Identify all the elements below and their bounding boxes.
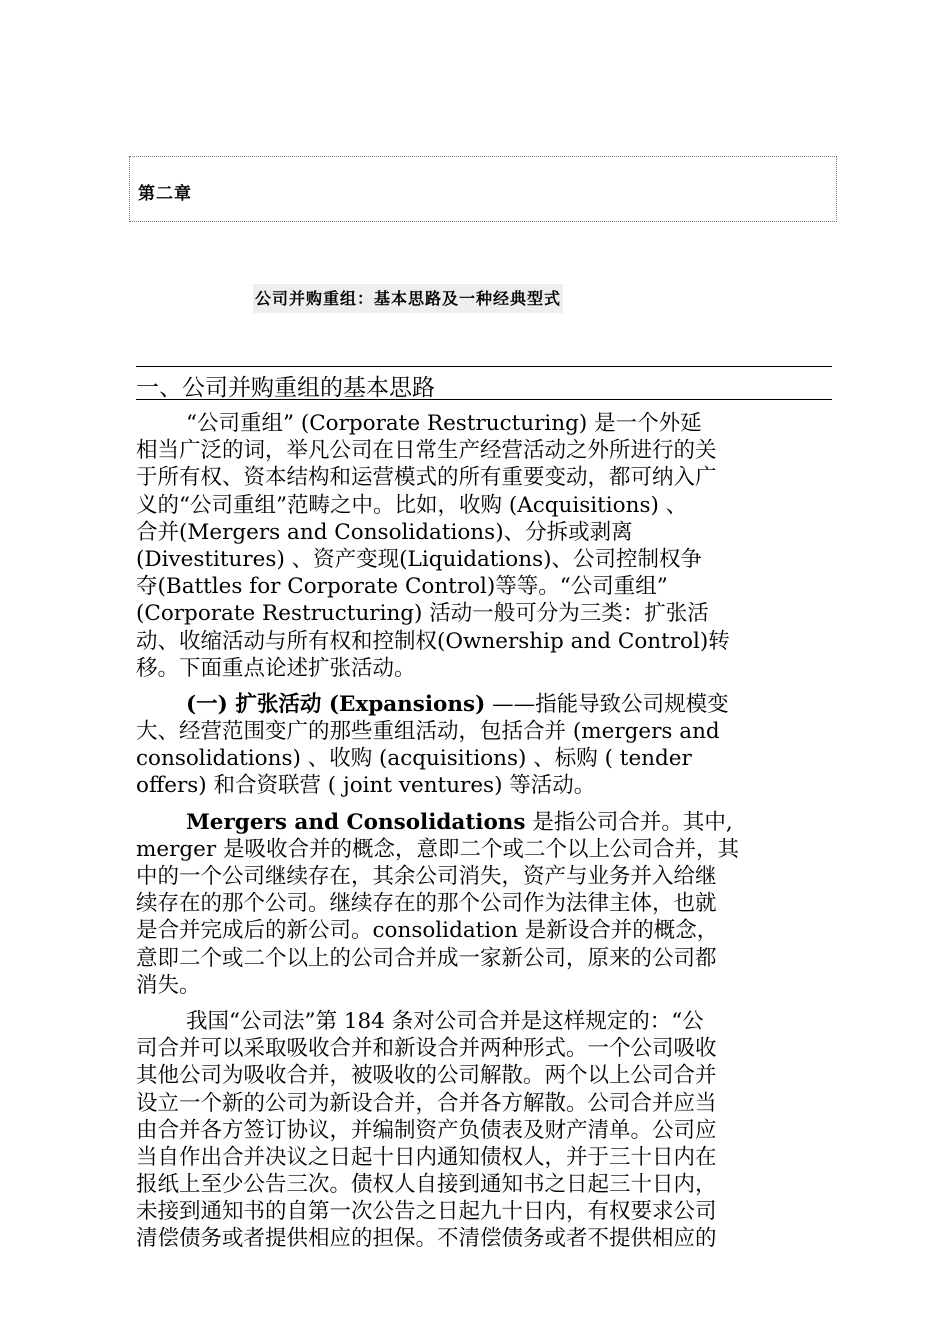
- paragraph-4: [136, 1008, 836, 1253]
- text-line: 相当广泛的词，举凡公司在日常生产经营活动之外所进行的关: [136, 438, 717, 464]
- text-line: merger 是吸收合并的概念，意即二个或二个以上公司合并，其: [136, 836, 739, 862]
- section-heading: 一、公司并购重组的基本思路: [136, 375, 435, 401]
- text-line: consolidations) 、收购 (acquisitions) 、标购 ( tender: [136, 746, 692, 772]
- text-run: ——指能导致公司规模变: [485, 691, 729, 717]
- text-line: 是合并完成后的新公司。consolidation 是新设合并的概念，: [136, 918, 719, 944]
- text-line: 合并(Mergers and Consolidations)、分拆或剥离: [136, 519, 633, 545]
- text-line: 司合并可以采取吸收合并和新设合并两种形式。一个公司吸收: [136, 1036, 717, 1062]
- body-text: [136, 410, 836, 1253]
- text-line: 由合并各方签订协议，并编制资产负债表及财产清单。公司应: [136, 1117, 717, 1143]
- text-line: (Corporate Restructuring) 活动一般可分为三类：扩张活: [136, 601, 709, 627]
- paragraph-1: [136, 410, 836, 682]
- chapter-title: 第二章: [138, 184, 192, 204]
- term-mergers: Mergers and Consolidations: [186, 809, 526, 835]
- text-line: 设立一个新的公司为新设合并，合并各方解散。公司合并应当: [136, 1090, 717, 1116]
- text-line: 我国“公司法”第 184 条对公司合并是这样规定的：“公: [186, 1008, 704, 1034]
- text-line: 其他公司为吸收合并，被吸收的公司解散。两个以上公司合并: [136, 1063, 717, 1089]
- text-line: 未接到通知书的自第一次公告之日起九十日内，有权要求公司: [136, 1199, 717, 1225]
- section-heading-bar: [136, 366, 832, 400]
- text-line: 清偿债务或者提供相应的担保。不清偿债务或者不提供相应的: [136, 1226, 717, 1252]
- text-line: 夺(Battles for Corporate Control)等等。“公司重组”: [136, 574, 668, 600]
- text-run: 是指公司合并。其中,: [525, 809, 733, 835]
- text-line: 动、收缩活动与所有权和控制权(Ownership and Control)转: [136, 628, 730, 654]
- text-line: 当自作出合并决议之日起十日内通知债权人，并于三十日内在: [136, 1144, 717, 1170]
- text-line: 于所有权、资本结构和运营模式的所有重要变动，都可纳入广: [136, 465, 717, 491]
- text-line: 移。下面重点论述扩张活动。: [136, 655, 416, 681]
- text-line: 续存在的那个公司。继续存在的那个公司作为法律主体，也就: [136, 891, 717, 917]
- subheading-expansions: (一) 扩张活动 (Expansions): [186, 691, 486, 717]
- text-line: [136, 809, 836, 836]
- text-line: (Divestitures) 、资产变现(Liquidations)、公司控制权争: [136, 546, 703, 572]
- paragraph-2: [136, 691, 836, 800]
- text-line: 报纸上至少公告三次。债权人自接到通知书之日起三十日内，: [136, 1172, 717, 1198]
- text-line: 中的一个公司继续存在，其余公司消失，资产与业务并入给继: [136, 864, 717, 889]
- text-line: “公司重组” (Corporate Restructuring) 是一个外延: [186, 411, 702, 436]
- text-line: 义的“公司重组”范畴之中。比如，收购 (Acquisitions) 、: [136, 492, 688, 518]
- text-line: 大、经营范围变广的那些重组活动，包括合并 (mergers and: [136, 719, 720, 745]
- chapter-subtitle: 公司并购重组：基本思路及一种经典型式: [253, 284, 563, 313]
- text-line: [136, 691, 836, 718]
- text-line: 消失。: [136, 972, 201, 998]
- chapter-header-box: [129, 156, 837, 222]
- paragraph-3: [136, 809, 836, 999]
- text-line: offers) 和合资联营 ( joint ventures) 等活动。: [136, 773, 596, 799]
- text-line: 意即二个或二个以上的公司合并成一家新公司，原来的公司都: [136, 945, 717, 971]
